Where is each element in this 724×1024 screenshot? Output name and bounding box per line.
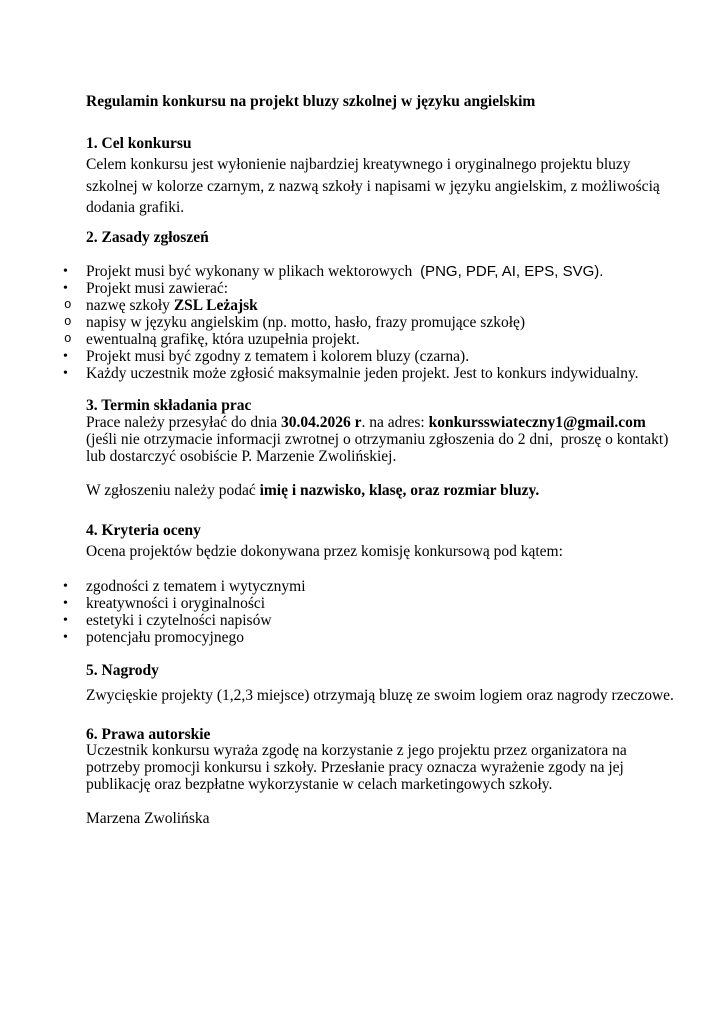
section-1-paragraph xyxy=(86,154,686,219)
list-item-text xyxy=(86,263,603,280)
note-text-pre: W zgłoszeniu należy podać xyxy=(86,482,260,499)
list-item xyxy=(56,280,686,297)
circle-bullet-icon: o xyxy=(64,332,72,346)
section-3-paragraph xyxy=(86,414,686,465)
circle-bullet-icon: o xyxy=(64,298,72,312)
signature-name: Marzena Zwolińska xyxy=(86,810,210,827)
section-5-heading: 5. Nagrody xyxy=(86,662,159,679)
bullet-icon: • xyxy=(63,349,68,364)
section-6-heading: 6. Prawa autorskie xyxy=(86,726,211,743)
list-item-text: ewentualną grafikę, która uzupełnia projekt. xyxy=(86,331,360,348)
list-item-text: Każdy uczestnik może zgłosić maksymalnie jeden projekt. Jest to konkurs indywidualny. xyxy=(86,365,639,382)
list-item-text-segment: Projekt musi być wykonany w plikach wektorowych xyxy=(86,263,421,280)
list-item-text: kreatywności i oryginalności xyxy=(86,595,266,612)
section-4-intro xyxy=(86,543,686,560)
list-item xyxy=(56,365,686,382)
paragraph-line: Zwycięskie projekty (1,2,3 miejsce) otrzymają bluzę ze swoim logiem oraz nagrody rzeczowe. xyxy=(86,687,674,704)
paragraph-line: Uczestnik konkursu wyraża zgodę na korzystanie z jego projektu przez organizatora na xyxy=(86,742,627,759)
paragraph-line: lub dostarczyć osobiście P. Marzenie Zwolińskiej. xyxy=(86,448,397,465)
contact-email: konkursswiateczny1@gmail.com xyxy=(428,414,646,431)
deadline-date: 30.04.2026 r xyxy=(280,414,362,431)
section-5-paragraph xyxy=(86,687,686,704)
note-required-fields: imię i nazwisko, klasę, oraz rozmiar bluzy. xyxy=(259,482,540,499)
paragraph-line: szkolnej w kolorze czarnym, z nazwą szkoły i napisami w języku angielskim, z możliwością xyxy=(86,177,660,195)
paragraph-line: Ocena projektów będzie dokonywana przez komisję konkursową pod kątem: xyxy=(86,543,563,560)
school-name-text: ZSL Leżajsk xyxy=(173,297,258,314)
bullet-icon: • xyxy=(63,630,68,645)
paragraph-line: Celem konkursu jest wyłonienie najbardziej kreatywnego i oryginalnego projektu bluzy xyxy=(86,156,631,173)
list-sub-item xyxy=(56,314,686,331)
list-item-text xyxy=(86,297,258,314)
list-sub-item xyxy=(56,331,686,348)
paragraph-line: (jeśli nie otrzymacie informacji zwrotnej o otrzymaniu zgłoszenia do 2 dni, proszę o kontakt) xyxy=(86,431,669,448)
section-4-heading: 4. Kryteria oceny xyxy=(86,522,201,539)
section-1-heading: 1. Cel konkursu xyxy=(86,135,192,152)
list-item-text-segment: nazwę szkoły xyxy=(86,297,174,314)
deadline-text-pre: Prace należy przesyłać do dnia xyxy=(86,414,281,431)
list-item xyxy=(56,348,686,365)
list-item-text: Projekt musi być zgodny z tematem i kolorem bluzy (czarna). xyxy=(86,348,470,365)
deadline-text-mid: . na adres: xyxy=(361,414,429,431)
circle-bullet-icon: o xyxy=(64,315,72,329)
section-3-heading: 3. Termin składania prac xyxy=(86,397,252,414)
list-item xyxy=(56,578,686,595)
list-item xyxy=(56,612,686,629)
list-item-text: zgodności z tematem i wytycznymi xyxy=(86,578,306,595)
author-signature xyxy=(86,810,686,827)
list-sub-item xyxy=(56,297,686,314)
list-item-text: napisy w języku angielskim (np. motto, hasło, frazy promujące szkołę) xyxy=(86,314,526,331)
paragraph-line xyxy=(86,414,686,431)
list-item-text: potencjału promocyjnego xyxy=(86,629,244,646)
section-4-bullet-list xyxy=(56,578,686,646)
paragraph-line xyxy=(86,482,686,499)
list-item xyxy=(56,595,686,612)
section-2-heading: 2. Zasady zgłoszeń xyxy=(86,229,209,246)
file-formats-text: (PNG, PDF, AI, EPS, SVG). xyxy=(420,263,604,280)
paragraph-line: potrzeby promocji konkursu i szkoły. Przesłanie pracy oznacza wyrażenie zgody na jej xyxy=(86,759,624,776)
bullet-icon: • xyxy=(63,281,68,296)
paragraph-line: dodania grafiki. xyxy=(86,199,185,216)
bullet-icon: • xyxy=(63,613,68,628)
section-6-paragraph xyxy=(86,742,686,793)
list-item xyxy=(56,263,686,280)
bullet-icon: • xyxy=(63,596,68,611)
bullet-icon: • xyxy=(63,264,68,279)
list-item-text: estetyki i czytelności napisów xyxy=(86,612,272,629)
bullet-icon: • xyxy=(63,366,68,381)
paragraph-line: publikację oraz bezpłatne wykorzystanie w celach marketingowych szkoły. xyxy=(86,776,553,793)
list-item-text: Projekt musi zawierać: xyxy=(86,280,229,297)
section-2-bullet-list xyxy=(56,263,686,382)
list-item xyxy=(56,629,686,646)
bullet-icon: • xyxy=(63,579,68,594)
document-title: Regulamin konkursu na projekt bluzy szkolnej w języku angielskim xyxy=(86,93,536,110)
submission-note xyxy=(86,482,686,499)
